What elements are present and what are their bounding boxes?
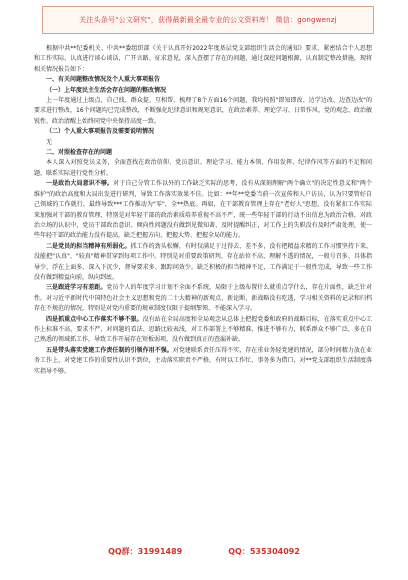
problem-item-3-text: 党员个人的年度学习计划不全面不系统，局限于上级布置什么就重点学什么，存在片面性，缺乏针对性。对习近平新时代中国特色社会主义思想和党的二十大精神的新观点、新论断、新战略没有吃透，学习相关资料的记录和归档存在不规范的情况，特别是对党内重要的规章制度仅限于提纲挈领、不能深入学习。 [34,284,372,313]
section-2-heading: 二、对照检查存在的问题 [46,149,113,157]
problem-item-2-title: 二是党员的担当精神有所弱化。 [46,242,131,250]
contact-footer [0,546,408,566]
problem-item-5 [34,346,372,377]
section-1-sub-1-text: 上一年度通过上级点、自己找、群众提、互相帮，梳理了8个方面16个问题，我均按照"即知即改、边学边改、边查边改"的要求进行整改，16个问题均已完成整改，不断强化纪律意识和规矩意识，在政治素养、理论学习、日常作风、党的观念、政治敏锐性、政治清醒上始终同党中央保持高度一致。 [34,97,372,125]
problem-item-4-title: 四是抓重点中心工作落实不够不狠。 [46,315,143,323]
problem-item-3 [34,283,372,314]
qq-text: QQ：535304092 [228,547,300,556]
problem-item-4-text: 没有站在全局高度和全局观念从总体上把握党委和政府的战略目标，在落实重点中心工作上标准不高、要求不严，对问题的看法、思路比较表浅，对工作部署上不够精准，推进不够有力，联系群众不够广泛，多在自己熟悉的领域抓工作，导致工作开展存在短板弱项，没有做到真正的查漏补缺。 [34,315,372,344]
section-1-heading: 一、有关问题整改情况及个人重大事项报告 [46,76,161,84]
section-1-sub-1-heading: （一）上年度民主生活会存在问题的整改情况 [46,86,167,94]
problem-item-2-text: 抓工作的劲头松懈，有时仅满足于过得去、差不多，没有把精益求精的工作习惯坚持下来，没能把"认真"、"较真"精神贯穿到每项工作中。特别是对重要政策研判、存在站位不高、理解不透的情况，一般号召多、具体指导少，浮在上面多、深入下沉少，督导要求多、跟踪问效少。缺乏积极的担当精神不足，工作满足于一般性完成，导致一些工作没有做到精益向前，纵向到底。 [34,242,372,281]
problem-item-1-title: 一是政治大局意识不够。 [46,180,114,188]
problem-item-1-text: 对于自己分管工作以外的工作缺乏实际的思考，没有从深刻理解"两个确立"的决定性意义和"两个维护"的政治高度和大局出发进行研判，导致工作落实效果不佳。比如：**年**党委当前一次宣传和人户访员，认为只要管好自己领域的工作就行，最终导致***工作推动为"零"，全**热底。再如，在干部教育管理上存在"老好人"思想，没有紧扣工作实际来加强对干部的教育管理，特别是对年轻干部的政治素质培养重视不高不严，统一些年轻干部的行动不出信息为政治合格，对政治立场的认识中，党员干部政治意识、倾向性问题没有做到见微知著，及时提醒纠正，对工作上的失职没有及时严肃处理，使一些年轻干部的政治能力没有提高，缺乏把握方向、把握大势、把握全局的能力。 [34,180,372,240]
intro-paragraph: 根据中共**纪委机关、中共**委组织部《关于认真开好2022年度基层党支部组织生活会的通知》要求，紧密结合个人思想和工作实际，认真进行谈心谈话，广开言路、征求意见，深入查摆了存在的问题，通过深挖问题根源，认真制定整改措施，现将相关情况报告如下： [34,45,372,73]
section-2-intro: 本人深入对照党员义务，全面查找在政治信仰、党员意识、理论学习、能力本领、作用发挥、纪律作风等方面的不足和问题，联系实际进行党性分析。 [34,159,372,177]
problem-item-4 [34,315,372,346]
problem-item-3-title: 三是跟进学习有差距。 [46,284,107,292]
promo-banner [42,6,374,34]
document-body [34,44,372,377]
problem-item-1 [34,179,372,241]
qq-group-text: QQ群：31991489 [108,547,183,556]
section-1-sub-2-text: 无 [46,138,53,146]
section-1-sub-2-heading: （二）个人重大事项报告及需要说明情况 [46,128,155,136]
problem-item-5-title: 五是带头落实党建工作责任制的引领作用不强。 [46,346,173,354]
promo-banner-text: 关注头条号"公文研究"，获得最新最全最专业的公文资料库！ 微信：gongwenzj [79,16,337,24]
problem-item-5-text: 对党建联系责任压得不实，存在重业务轻党建的情况，部分时间精力放在业务工作上，对党建工作的重要性认识不到位，主动落实职责不严格，有时以工作忙、事务多为借口，对**党支部组织生活制度落实指导不够。 [34,346,372,375]
problem-item-2 [34,242,372,284]
